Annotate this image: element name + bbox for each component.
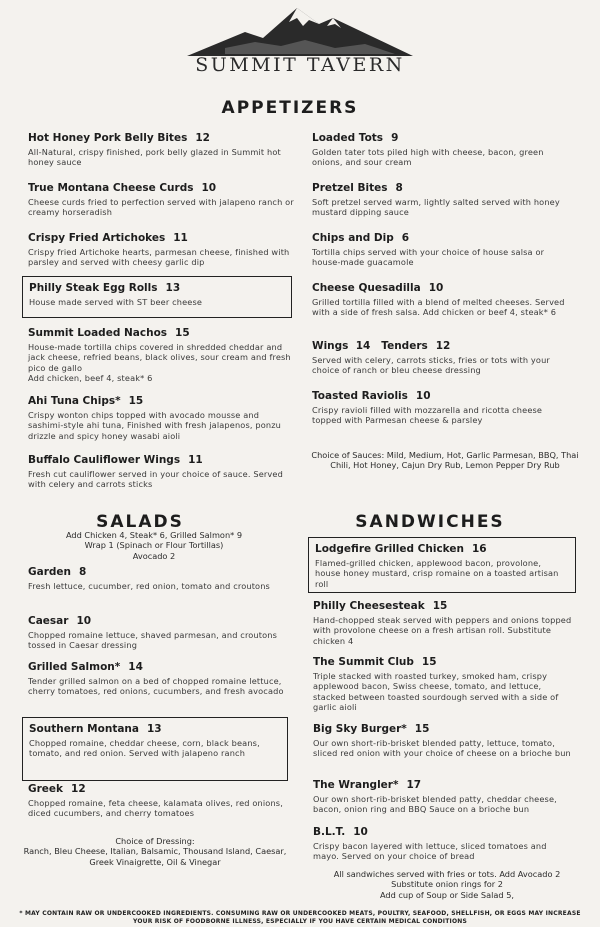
item-description: Grilled tortilla filled with a blend of melted cheeses. Served with a side of fresh salsa. Add chicken or beef 4, steak* 6	[312, 297, 565, 318]
item-name: Hot Honey Pork Belly Bites 12	[28, 132, 210, 144]
item-name: Philly Cheesesteak 15	[313, 600, 448, 612]
item-name: Grilled Salmon* 14	[28, 661, 143, 673]
logo	[0, 2, 600, 76]
sauces-note: Choice of Sauces: Mild, Medium, Hot, Garlic Parmesan, BBQ, Thai Chili, Hot Honey, Cajun Dry Rub, Lemon Pepper Dry Rub	[311, 450, 579, 471]
item-description: Golden tater tots piled high with cheese, bacon, green onions, and sour cream	[312, 147, 544, 168]
salads-title: SALADS	[96, 512, 184, 532]
dressing-note: Choice of Dressing: Ranch, Bleu Cheese, Italian, Balsamic, Thousand Island, Caesar, Greek Vinaigrette, Oil & Vinegar	[23, 836, 287, 867]
menu-item	[312, 389, 574, 426]
item-description: Flamed-grilled chicken, applewood bacon, provolone, house honey mustard, crisp romaine on a toasted artisan roll	[315, 558, 559, 589]
menu-item	[312, 131, 574, 168]
item-description: Hand-chopped steak served with peppers and onions topped with provolone cheese on a fresh artisan roll. Substitute chicken 4	[313, 615, 572, 646]
item-name: Lodgefire Grilled Chicken 16	[315, 543, 487, 555]
mountain-icon	[185, 2, 415, 58]
item-name: Southern Montana 13	[29, 723, 162, 735]
menu-item	[28, 181, 296, 218]
item-name: Ahi Tuna Chips* 15	[28, 395, 144, 407]
item-description: Crispy fried Artichoke hearts, parmesan cheese, finished with parsley and served with cheesy garlic dip	[28, 247, 290, 268]
menu-item-featured	[22, 276, 292, 318]
sandwich-note: All sandwiches served with fries or tots. Add Avocado 2 Substitute onion rings for 2 Add cup of Soup or Side Salad 5,	[333, 869, 561, 900]
menu-item	[28, 394, 296, 441]
allergy-disclaimer: * MAY CONTAIN RAW OR UNDERCOOKED INGREDIENTS. CONSUMING RAW OR UNDERCOOKED MEATS, POULTRY, SEAFOOD, SHELLFISH, OR EGGS MAY INCREASE YOUR RISK OF FOODBORNE ILLNESS, ESPECIALLY IF YOU HAVE CERTAIN MEDICAL CONDITIONS	[19, 910, 581, 925]
item-name: The Wrangler* 17	[313, 779, 422, 791]
item-description: Chopped romaine, cheddar cheese, corn, black beans, tomato, and red onion. Served with jalapeno ranch	[29, 738, 260, 759]
appetizers-title: APPETIZERS	[221, 98, 359, 118]
menu-item	[313, 599, 575, 646]
item-description: Tortilla chips served with your choice of house salsa or house-made guacamole	[312, 247, 545, 268]
menu-item	[313, 825, 575, 862]
item-name: The Summit Club 15	[313, 656, 437, 668]
menu-item	[313, 722, 575, 759]
menu-item	[313, 778, 575, 815]
item-name: Summit Loaded Nachos 15	[28, 327, 190, 339]
menu-item-featured	[308, 537, 576, 593]
item-name: Big Sky Burger* 15	[313, 723, 430, 735]
item-description: All-Natural, crispy finished, pork belly glazed in Summit hot honey sauce	[28, 147, 281, 168]
item-name: True Montana Cheese Curds 10	[28, 182, 217, 194]
item-description: House made served with ST beer cheese	[29, 297, 203, 307]
item-name: Cheese Quesadilla 10	[312, 282, 444, 294]
item-name: Crispy Fried Artichokes 11	[28, 232, 188, 244]
item-name: Greek 12	[28, 783, 86, 795]
item-description: Crispy ravioli filled with mozzarella and ricotta cheese topped with Parmesan cheese & parsley	[312, 405, 543, 426]
salad-addons: Add Chicken 4, Steak* 6, Grilled Salmon* 9 Wrap 1 (Spinach or Flour Tortillas) Avocado 2	[65, 530, 243, 561]
item-name: Garden 8	[28, 566, 87, 578]
item-description: Crispy wonton chips topped with avocado mousse and sashimi-style ahi tuna, Finished with fresh jalapenos, ponzu drizzle and spicy honey wasabi aioli	[28, 410, 281, 441]
menu-item-featured	[22, 717, 288, 781]
menu-item	[28, 326, 296, 383]
menu-item	[28, 660, 290, 697]
menu-item	[28, 131, 296, 168]
menu-item	[28, 782, 290, 819]
menu-item	[312, 181, 574, 218]
item-description: Cheese curds fried to perfection served with jalapeno ranch or creamy horseradish	[28, 197, 294, 218]
item-description: House-made tortilla chips covered in shredded cheddar and jack cheese, refried beans, black olives, sour cream and fresh pico de gallo Add chicken, beef 4, steak* 6	[28, 342, 291, 383]
item-description: Soft pretzel served warm, lightly salted served with honey mustard dipping sauce	[312, 197, 560, 218]
menu-item	[28, 614, 290, 651]
item-description: Fresh cut cauliflower served in your choice of sauce. Served with celery and carrots sticks	[28, 469, 283, 490]
item-name: Toasted Raviolis 10	[312, 390, 431, 402]
brand-name: SUMMIT TAVERN	[195, 54, 405, 76]
item-name: Loaded Tots 9	[312, 132, 399, 144]
item-description: Triple stacked with roasted turkey, smoked ham, crispy applewood bacon, Swiss cheese, tomato, and lettuce, stacked between toasted sourdough served with a side of garlic aioli	[313, 671, 559, 712]
menu-item	[312, 281, 574, 318]
item-description: Our own short-rib-brisket blended patty, lettuce, tomato, sliced red onion with your choice of cheese on a brioche bun	[313, 738, 571, 759]
item-name: Philly Steak Egg Rolls 13	[29, 282, 181, 294]
item-description: Tender grilled salmon on a bed of chopped romaine lettuce, cherry tomatoes, red onions, cucumbers, and fresh avocado	[28, 676, 284, 697]
item-description: Our own short-rib-brisket blended patty, cheddar cheese, bacon, onion ring and BBQ Sauce on a brioche bun	[313, 794, 557, 815]
menu-item	[312, 339, 574, 376]
item-description: Fresh lettuce, cucumber, red onion, tomato and croutons	[28, 581, 270, 591]
menu-item	[28, 453, 296, 490]
menu-item	[28, 231, 296, 268]
item-name: Buffalo Cauliflower Wings 11	[28, 454, 203, 466]
sandwiches-title: SANDWICHES	[355, 512, 505, 532]
item-description: Served with celery, carrots sticks, fries or tots with your choice of ranch or bleu cheese dressing	[312, 355, 550, 376]
item-description: Crispy bacon layered with lettuce, sliced tomatoes and mayo. Served on your choice of bread	[313, 841, 547, 862]
item-name: Caesar 10	[28, 615, 92, 627]
item-name: B.L.T. 10	[313, 826, 368, 838]
item-description: Chopped romaine lettuce, shaved parmesan, and croutons tossed in Caesar dressing	[28, 630, 278, 651]
item-name: Wings 14 Tenders 12	[312, 340, 451, 352]
item-name: Pretzel Bites 8	[312, 182, 403, 194]
item-name: Chips and Dip 6	[312, 232, 410, 244]
menu-item	[313, 655, 575, 712]
menu-item	[312, 231, 574, 268]
item-description: Chopped romaine, feta cheese, kalamata olives, red onions, diced cucumbers, and cherry tomatoes	[28, 798, 283, 819]
menu-item	[28, 565, 290, 591]
